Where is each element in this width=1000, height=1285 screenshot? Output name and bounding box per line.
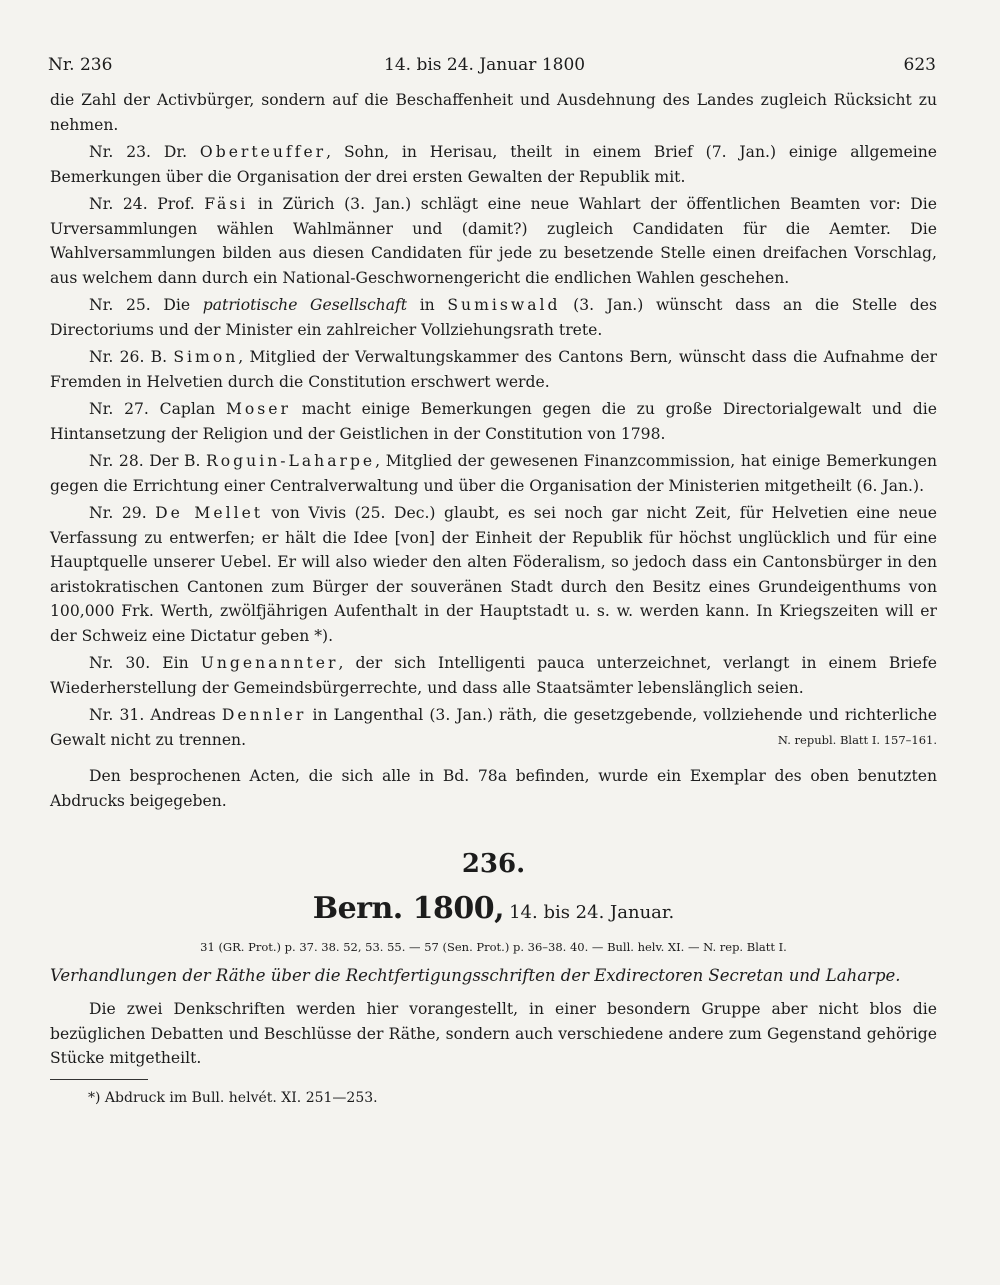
entry-text: , Mitglied der gewesenen Finanzcommission, hat einige Bemerkungen gegen die Errichtung einer Centralverwaltung und über die Organisation der Ministerien mitgetheilt (6. Jan.). — [50, 452, 937, 495]
entry-citation: N. republ. Blatt I. 157–161. — [777, 732, 937, 747]
entry-author: Roguin-Laharpe — [206, 452, 376, 470]
entry-text: , Mitglied der Verwaltungskammer des Cantons Bern, wünscht dass die Aufnahme der Fremden in Helvetien durch die Constitution erschwert werde. — [50, 348, 937, 391]
entry-title: Andreas — [150, 706, 216, 724]
entry-26 — [50, 345, 937, 394]
entry-25 — [50, 293, 937, 342]
section-place-year: Bern. 1800, — [312, 891, 505, 926]
entry-number: Nr. 28. — [89, 452, 144, 470]
entry-27 — [50, 397, 937, 446]
entry-24 — [50, 192, 937, 290]
entry-number: Nr. 27. — [89, 400, 149, 418]
entry-number: Nr. 30. — [89, 654, 151, 672]
entry-30 — [50, 651, 937, 700]
entry-number: Nr. 24. — [89, 195, 148, 213]
entry-31 — [50, 703, 937, 752]
entry-number: Nr. 31. — [89, 706, 145, 724]
footnote-divider — [50, 1079, 148, 1080]
entry-text: macht einige Bemerkungen gegen die zu große Directorialgewalt und die Hintansetzung der Religion und der Geistlichen in der Constitution von 1798. — [50, 400, 937, 443]
entry-28 — [50, 449, 937, 498]
footnote: *) Abdruck im Bull. helvét. XI. 251—253. — [88, 1089, 378, 1106]
entry-author: Oberteuffer — [199, 143, 327, 161]
entry-text: in Langenthal (3. Jan.) räth, die gesetzgebende, vollziehende und richterliche Gewalt nicht zu trennen. — [50, 706, 937, 749]
entry-number: Nr. 23. — [89, 143, 151, 161]
continued-paragraph: die Zahl der Activbürger, sondern auf die Beschaffenheit und Ausdehnung des Landes zugleich Rücksicht zu nehmen. — [50, 91, 937, 134]
entry-author: Moser — [225, 400, 291, 418]
entry-number: Nr. 25. — [89, 296, 151, 314]
section-heading — [50, 889, 937, 933]
entry-place: Sumiswald — [447, 296, 561, 314]
entry-author: Fäsi — [204, 195, 249, 213]
entry-title: Der B. — [149, 452, 201, 470]
page-number: 623 — [903, 55, 936, 75]
entry-text: von Vivis (25. Dec.) glaubt, es sei noch gar nicht Zeit, für Helvetien eine neue Verfassung zu entwerfen; er hält die Idee [von] der Einheit der Republik für höchst unglücklich und für eine Hauptquelle unserer Uebel. Er will also wieder den alten Föderalism, so jedoch dass ein Cantonsbürger in den aristokratischen Cantonen zum Bürger der souveränen Stadt durch den Besitz eines Grundeigenthums von 100,000 Frk. Werth, zwölfjährigen Aufenthalt in der Hauptstadt u. s. w. werden kann. In Kriegszeiten will er der Schweiz eine Dictatur geben *). — [50, 504, 937, 645]
entry-society: patriotische Gesellschaft — [202, 296, 408, 314]
page-header — [48, 55, 936, 85]
entry-author: De Mellet — [155, 504, 264, 522]
section-subject: Verhandlungen der Räthe über die Rechtfertigungsschriften der Exdirectoren Secretan und Laharpe. — [50, 966, 901, 985]
entry-text: (3. Jan.) wünscht dass an die Stelle des Directoriums und der Minister ein zahlreicher Vollziehungsrath trete. — [50, 296, 937, 339]
page-body — [50, 88, 937, 1106]
section-sources: 31 (GR. Prot.) p. 37. 38. 52, 53. 55. — 57 (Sen. Prot.) p. 36–38. 40. — Bull. helv. XI. — N. rep. Blatt I. — [200, 940, 787, 954]
entry-title: B. — [150, 348, 168, 366]
entry-29 — [50, 501, 937, 648]
entry-number: Nr. 26. — [89, 348, 145, 366]
document-number: 236. — [461, 849, 526, 879]
entry-title: Caplan — [159, 400, 216, 418]
entry-text: in Zürich (3. Jan.) schlägt eine neue Wahlart der öffentlichen Beamten vor: Die Urversammlungen wählen Wahlmänner und (damit?) zugleich Candidaten für die Aemter. Die Wahlversammlungen bilden aus diesen Candidaten für jede zu besetzende Stelle einen dreifachen Vorschlag, aus welchem dann durch ein National-Geschwornengericht die endlichen Wahlen geschehen. — [50, 195, 938, 287]
entry-number: Nr. 29. — [89, 504, 147, 522]
entry-title: Prof. — [157, 195, 195, 213]
entry-title: Ein — [162, 654, 189, 672]
header-number: Nr. 236 — [48, 55, 113, 75]
entry-connector: in — [407, 296, 448, 314]
section-intro: Die zwei Denkschriften werden hier vorangestellt, in einer besondern Gruppe aber nicht blos die bezüglichen Debatten und Beschlüsse der Räthe, sondern auch verschiedene andere zum Gegenstand gehörige Stücke mitgetheilt. — [50, 1000, 937, 1067]
entry-author: Ungenannter — [200, 654, 339, 672]
entry-text: , der sich Intelligenti pauca unterzeichnet, verlangt in einem Briefe Wiederherstellung der Gemeindsbürgerrechte, und dass alle Staatsämter lebenslänglich seien. — [50, 654, 937, 697]
entry-23 — [50, 140, 937, 189]
entry-text: , Sohn, in Herisau, theilt in einem Brief (7. Jan.) einige allgemeine Bemerkungen über die Organisation der drei ersten Gewalten der Republik mit. — [50, 143, 937, 186]
entry-article: Die — [163, 296, 191, 314]
entry-title: Dr. — [163, 143, 188, 161]
header-date-range: 14. bis 24. Januar 1800 — [384, 55, 586, 75]
closing-paragraph: Den besprochenen Acten, die sich alle in Bd. 78a befinden, wurde ein Exemplar des oben benutzten Abdrucks beigegeben. — [50, 767, 937, 810]
entry-author: Dennler — [221, 706, 307, 724]
entry-author: Simon — [173, 348, 239, 366]
section-dates: 14. bis 24. Januar. — [509, 902, 675, 923]
